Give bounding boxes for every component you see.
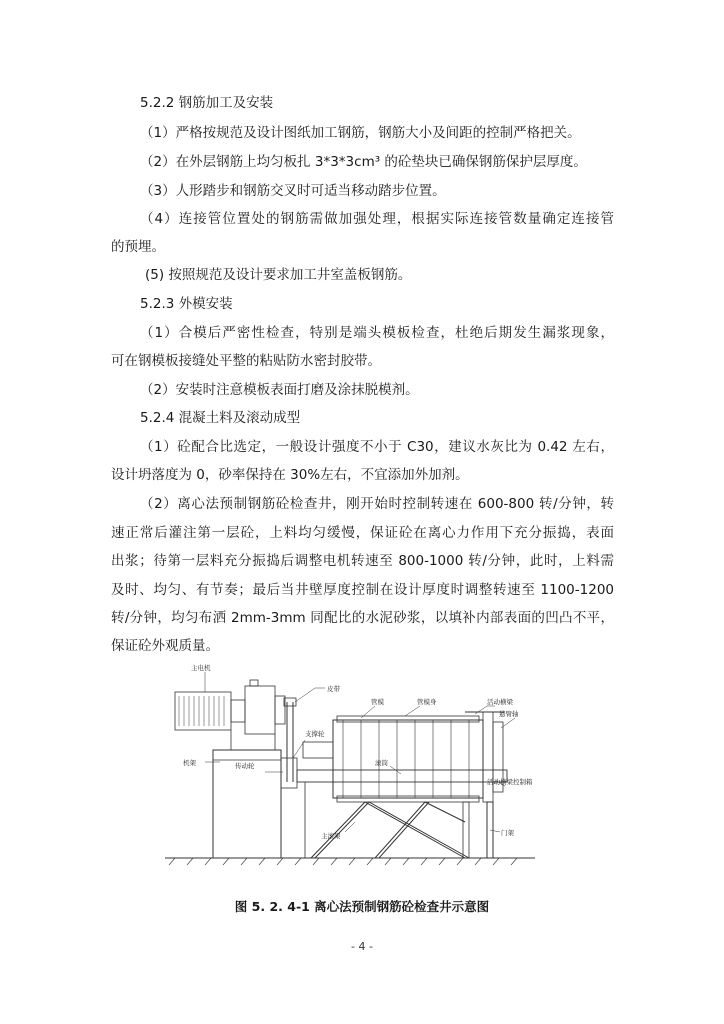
paragraph: (5) 按照规范及设计要求加工井室盖板钢筋。 <box>145 267 412 283</box>
figure-label: 皮带 <box>327 685 340 693</box>
roller-shaft <box>297 770 507 782</box>
paragraph: （4）连接管位置处的钢筋需做加强处理，根据实际连接管数量确定连接管 <box>140 211 614 227</box>
paragraph-continuation: 可在钢模板接缝处平整的粘贴防水密封胶带。 <box>111 353 381 369</box>
ground-hatch <box>169 858 517 865</box>
paragraph: （2）在外层钢筋上均匀板扎 3*3*3cm³ 的砼垫块已确保钢筋保护层厚度。 <box>140 154 587 170</box>
figure-caption: 图 5. 2. 4-1 离心法预制钢筋砼检查井示意图 <box>234 899 490 914</box>
heading-5-2-2: 5.2.2 钢筋加工及安装 <box>140 95 274 111</box>
figure-label: 管模 <box>371 698 384 706</box>
paragraph-continuation: 出浆；待第一层料充分振捣后调整电机转速至 800-1000 转/分钟，此时，上料需 <box>111 553 614 569</box>
drive-wheel <box>281 758 297 788</box>
figure-label: 管模身 <box>417 698 437 706</box>
figure-label: 传动轮 <box>235 762 255 770</box>
figure-label: 滚筒 <box>375 759 388 767</box>
main-motor <box>175 692 231 730</box>
figure-label: 主滚架 <box>321 832 341 840</box>
heading-5-2-3: 5.2.3 外模安装 <box>140 296 233 312</box>
paragraph-continuation: 转/分钟，均匀布洒 2mm-3mm 同配比的水泥砂浆，以填补内部表面的凹凸不平， <box>111 610 614 626</box>
page-number: - 4 - <box>351 940 373 953</box>
figure-label: 活动横梁 <box>487 698 513 706</box>
centrifuge-machine-diagram <box>165 662 535 877</box>
paragraph: （2）离心法预制钢筋砼检查井，刚开始时控制转速在 600-800 转/分钟，转 <box>140 496 614 512</box>
figure-label: 支撑轮 <box>305 730 325 738</box>
paragraph-continuation: 设计坍落度为 0，砂率保持在 30%左右，不宜添加外加剂。 <box>111 467 469 483</box>
figure-label: 悬臂轴 <box>499 710 519 718</box>
pipe-mold <box>333 720 483 798</box>
paragraph-continuation: 及时、均匀、有节奏；最后当井壁厚度控制在设计厚度时调整转速至 1100-1200 <box>111 582 614 598</box>
truss-frame <box>311 802 469 858</box>
cantilever-head <box>483 712 493 802</box>
figure-label: 机架 <box>183 759 196 767</box>
paragraph: （1）严格按规范及设计图纸加工钢筋，钢筋大小及间距的控制严格把关。 <box>140 125 581 141</box>
figure-label: 门架 <box>501 829 514 837</box>
figure-label: 主电机 <box>191 664 211 672</box>
paragraph-continuation: 保证砼外观质量。 <box>111 638 219 654</box>
heading-5-2-4: 5.2.4 混凝土料及滚动成型 <box>140 410 301 426</box>
paragraph-continuation: 的预埋。 <box>111 239 165 255</box>
support-wheel <box>303 742 333 758</box>
figure-label: 活动横梁控制箱 <box>487 778 533 786</box>
paragraph: （1）砼配合比选定，一般设计强度不小于 C30，建议水灰比为 0.42 左右， <box>140 439 614 455</box>
paragraph: （3）人形踏步和钢筋交叉时可适当移动踏步位置。 <box>140 183 446 199</box>
paragraph: （2）安装时注意模板表面打磨及涂抹脱模剂。 <box>140 382 419 398</box>
paragraph: （1）合模后严密性检查，特别是端头模板检查，杜绝后期发生漏浆现象， <box>140 325 614 341</box>
paragraph-continuation: 速正常后灌注第一层砼，上料均匀缓慢，保证砼在离心力作用下充分振捣，表面 <box>111 525 614 541</box>
